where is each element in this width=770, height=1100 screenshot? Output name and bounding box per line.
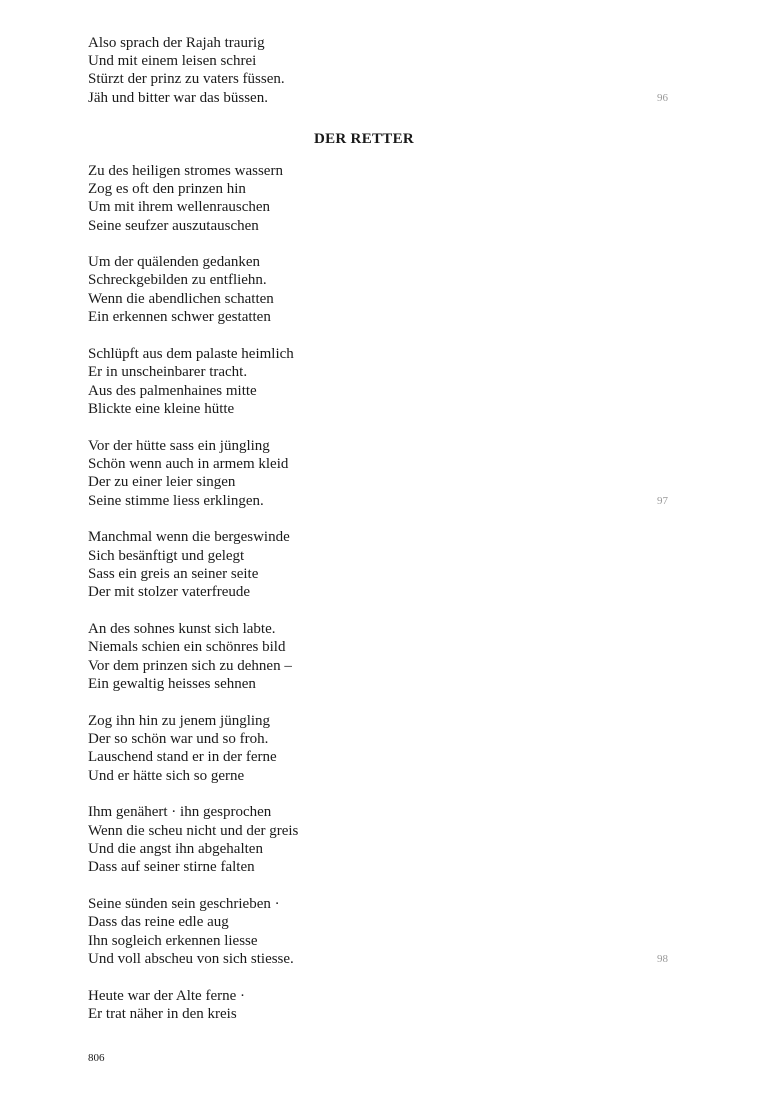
verse-line: Zog es oft den prinzen hin [88,181,246,197]
verse-line: Und mit einem leisen schrei [88,53,257,69]
verse-line: Sass ein greis an seiner seite [88,566,259,582]
page-number: 806 [88,1052,105,1064]
verse-line: Aus des palmenhaines mitte [88,383,257,399]
verse-line: Er trat näher in den kreis [88,1006,237,1022]
verse-line: Zog ihn hin zu jenem jüngling [88,713,271,729]
verse-line: Vor der hütte sass ein jüngling [88,438,270,454]
verse-line: Ihm genähert · ihn gesprochen [88,804,272,820]
verse-line: Schön wenn auch in armem kleid [88,456,289,472]
verse-line: Um mit ihrem wellenrauschen [88,199,271,215]
verse-line: Ein erkennen schwer gestatten [88,309,271,325]
poem-title: DER RETTER [313,131,415,147]
verse-line: Der zu einer leier singen [88,474,236,490]
verse-line: Der mit stolzer vaterfreude [88,584,251,600]
verse-line: An des sohnes kunst sich labte. [88,621,276,637]
verse-line: Und voll abscheu von sich stiesse. [88,951,294,967]
verse-line: Niemals schien ein schönres bild [88,639,286,655]
verse-line: Seine stimme liess erklingen. [88,493,264,509]
verse-line: Er in unscheinbarer tracht. [88,364,248,380]
verse-line: Seine seufzer auszutauschen [88,218,259,234]
margin-line-number: 98 [657,953,668,965]
verse-line: Dass das reine edle aug [88,914,229,930]
verse-line: Der so schön war und so froh. [88,731,269,747]
verse-line: Ein gewaltig heisses sehnen [88,676,256,692]
verse-line: Und er hätte sich so gerne [88,768,245,784]
verse-line: Heute war der Alte ferne · [88,988,246,1004]
margin-line-number: 97 [657,495,668,507]
verse-line: Zu des heiligen stromes wassern [88,163,283,179]
verse-line: Ihn sogleich erkennen liesse [88,933,258,949]
verse-line: Und die angst ihn abgehalten [88,841,263,857]
verse-line: Dass auf seiner stirne falten [88,859,255,875]
verse-line: Schreckgebilden zu entfliehn. [88,272,267,288]
verse-line: Vor dem prinzen sich zu dehnen – [88,658,292,674]
verse-line: Seine sünden sein geschrieben · [88,896,280,912]
verse-line: Lauschend stand er in der ferne [88,749,277,765]
verse-line: Wenn die abendlichen schatten [88,291,274,307]
verse-line: Schlüpft aus dem palaste heimlich [88,346,294,362]
verse-line: Wenn die scheu nicht und der greis [88,823,299,839]
margin-line-number: 96 [657,92,668,104]
verse-line: Blickte eine kleine hütte [88,401,235,417]
verse-line: Um der quälenden gedanken [88,254,261,270]
verse-line: Stürzt der prinz zu vaters füssen. [88,71,285,87]
verse-line: Manchmal wenn die bergeswinde [88,529,290,545]
verse-line: Jäh und bitter war das büssen. [88,90,268,106]
verse-line: Also sprach der Rajah traurig [88,35,265,51]
verse-line: Sich besänftigt und gelegt [88,548,245,564]
